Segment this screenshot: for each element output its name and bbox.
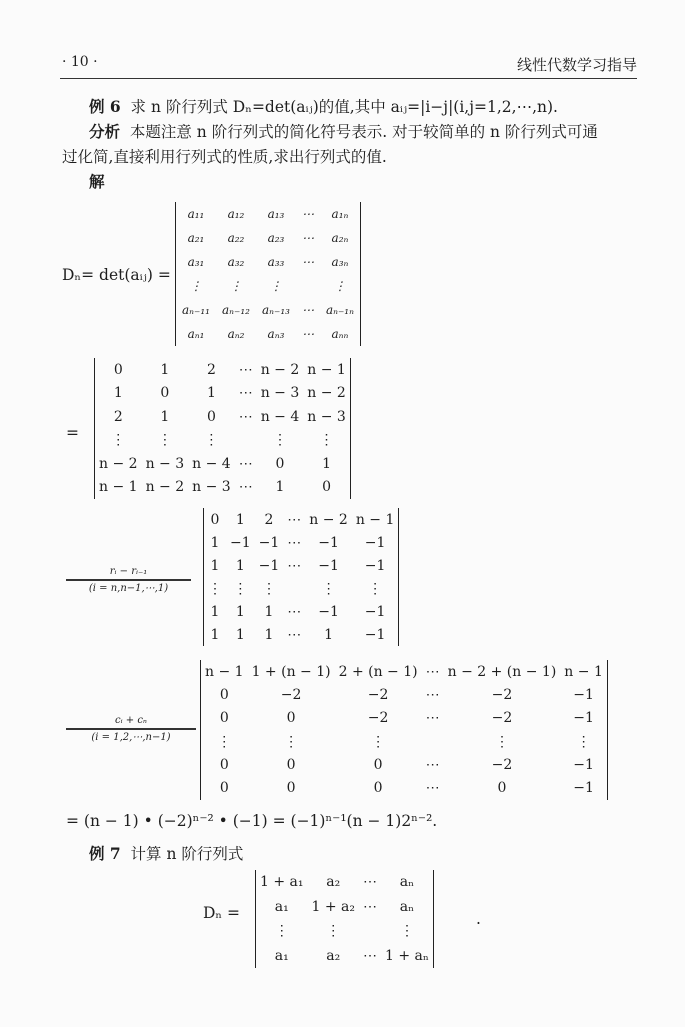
matrix-cell: −1 (364, 557, 386, 574)
matrix-cell: aₙ (399, 874, 415, 891)
matrix-cell: ⋯ (238, 361, 253, 378)
matrix-cell: 1 + (n − 1) (251, 663, 331, 680)
matrix-cell: ⋮ (333, 279, 346, 293)
matrix-cell: ⋯ (363, 874, 377, 891)
matrix-cell: a₁ (274, 898, 289, 915)
matrix-cell: a₁₃ (267, 207, 285, 221)
matrix-cell: ⋮ (157, 432, 172, 449)
matrix-cell: 0 (219, 780, 229, 797)
matrix-cell: n − 3 (260, 385, 300, 402)
matrix-cell: ⋯ (301, 303, 314, 317)
example6-text: 求 n 阶行列式 Dₙ=det(aᵢⱼ)的值,其中 aᵢⱼ=|i−j|(i,j=1,2,⋯,n). (130, 98, 558, 116)
matrix-cell: −1 (573, 756, 594, 773)
matrix-abs-difference (94, 358, 351, 499)
matrix-cell: 2 (113, 408, 123, 425)
matrix-cell (283, 577, 305, 600)
example7-period: . (476, 910, 481, 928)
matrix-cell: 1 (210, 557, 220, 574)
matrix-cell: 2 + (n − 1) (338, 663, 418, 680)
matrix-cell: ⋯ (425, 663, 440, 680)
matrix-cell: ⋮ (204, 432, 219, 449)
matrix-cell: 2 (206, 361, 216, 378)
matrix-cell: ⋯ (425, 710, 440, 727)
matrix-row (204, 531, 398, 554)
matrix-cell: aₙ₋₁₃ (261, 303, 290, 317)
matrix-cell: a₁₂ (227, 207, 245, 221)
matrix-cell: n − 2 (145, 479, 185, 496)
matrix-cell: ⋮ (189, 279, 202, 293)
matrix-cell: ⋮ (261, 580, 276, 597)
matrix-cell: ⋯ (363, 947, 377, 964)
matrix-cell: 1 (235, 557, 245, 574)
matrix-cell: n − 3 (192, 479, 231, 496)
matrix-cell: a₁ (274, 947, 289, 964)
example6-label: 例 6 (89, 97, 121, 116)
matrix-cell: ⋮ (371, 733, 386, 750)
matrix-cell: 1 (210, 534, 220, 551)
page-number: · 10 · (62, 54, 98, 70)
row-operation: rᵢ − rᵢ₋₁ (66, 566, 191, 581)
matrix-cell: ⋯ (301, 207, 314, 221)
matrix-row (201, 660, 607, 683)
matrix-cell: 0 (322, 479, 331, 496)
matrix-cell: 0 (219, 710, 229, 727)
matrix-cell: −2 (491, 686, 513, 703)
matrix-row (201, 707, 607, 730)
matrix-row (95, 382, 350, 406)
matrix-cell: ⋮ (326, 923, 341, 940)
matrix-cell: aₙ₋₁ₙ (325, 303, 354, 317)
matrix-cell: n − 1 (205, 663, 244, 680)
matrix-cell: ⋯ (425, 780, 440, 797)
matrix-cell: 1 + a₂ (311, 898, 355, 915)
matrix-cell: 1 (264, 626, 274, 643)
book-title: 线性代数学习指导 (516, 56, 637, 74)
matrix-cell: ⋮ (111, 432, 126, 449)
column-operation-label (66, 715, 196, 743)
matrix-row (204, 577, 398, 600)
matrix-cell: a₂₁ (187, 231, 205, 245)
analysis-label: 分析 (89, 122, 121, 141)
matrix-row (201, 683, 607, 706)
matrix-cell: a₃₃ (267, 255, 285, 269)
matrix-cell: ⋯ (425, 756, 440, 773)
matrix-cell (422, 730, 444, 753)
matrix-row (95, 452, 350, 476)
matrix-row (201, 730, 607, 753)
matrix-cell: 0 (160, 385, 170, 402)
matrix-cell: −1 (318, 603, 339, 620)
matrix-example7 (255, 870, 434, 968)
matrix-cell: a₂ (326, 947, 341, 964)
analysis-line-2: 过化简,直接利用行列式的性质,求出行列式的值. (62, 148, 387, 166)
matrix-cell: −1 (364, 626, 386, 643)
matrix-cell: 0 (286, 756, 296, 773)
matrix-cell: a₁ₙ (331, 207, 349, 221)
matrix-cell: ⋮ (399, 923, 414, 940)
matrix-cell: ⋯ (301, 231, 314, 245)
matrix-row (176, 274, 360, 298)
matrix-cell: −1 (573, 780, 594, 797)
matrix-cell: −1 (258, 557, 280, 574)
matrix-cell: 1 (235, 511, 245, 528)
matrix-cell: ⋮ (208, 580, 222, 597)
matrix-cell: 1 (264, 603, 274, 620)
matrix-cell: ⋯ (301, 255, 314, 269)
matrix-row (201, 753, 607, 776)
matrix-row (204, 508, 398, 531)
example7-label: 例 7 (89, 844, 121, 863)
analysis-line-1 (89, 121, 598, 143)
matrix-cell: n − 2 (99, 455, 138, 472)
matrix-cell: ⋮ (229, 279, 242, 293)
matrix-cell: 1 + a₁ (260, 874, 304, 891)
matrix-cell: n − 3 (307, 408, 346, 425)
matrix-cell: 0 (219, 756, 229, 773)
matrix-cell: 1 (275, 479, 285, 496)
matrix-cell: n − 4 (260, 408, 300, 425)
matrix-cell: −1 (318, 534, 339, 551)
solution-label: 解 (89, 172, 105, 191)
matrix-cell: ⋮ (576, 733, 591, 750)
matrix-row (204, 600, 398, 623)
matrix-cell: aₙ₂ (227, 327, 245, 341)
result-line: = (n − 1) • (−2)ⁿ⁻² • (−1) = (−1)ⁿ⁻¹(n − 1)2ⁿ⁻². (66, 812, 438, 830)
matrix-cell: 0 (373, 756, 383, 773)
matrix-cell: a₂₂ (227, 231, 245, 245)
matrix-row (176, 250, 360, 274)
matrix-cell: ⋮ (272, 432, 287, 449)
example6-statement (89, 96, 558, 118)
matrix-cell: n − 2 (260, 361, 300, 378)
matrix-cell: n − 2 (307, 385, 346, 402)
matrix-row (176, 322, 360, 346)
matrix-cell: 0 (286, 780, 296, 797)
matrix-cell: aₙ₋₁₁ (182, 303, 210, 317)
matrix-cell: 1 (206, 385, 216, 402)
matrix-cell: ⋯ (287, 511, 302, 528)
matrix-cell: −2 (491, 710, 513, 727)
matrix-cell: ⋮ (494, 733, 509, 750)
row-operation-label (66, 566, 191, 594)
matrix-cell: ⋯ (238, 408, 253, 425)
matrix-cell: −1 (318, 557, 339, 574)
matrix-cell: a₃ₙ (331, 255, 349, 269)
matrix-cell: n − 1 (99, 479, 138, 496)
matrix-cell (359, 919, 381, 944)
matrix-row (95, 476, 350, 500)
matrix-row (201, 776, 607, 799)
matrix-cell: 1 (210, 603, 220, 620)
matrix-cell: n − 2 + (n − 1) (447, 663, 557, 680)
matrix-row (95, 429, 350, 453)
matrix-cell: 0 (210, 511, 220, 528)
matrix-cell: 0 (497, 780, 507, 797)
running-header (60, 54, 637, 76)
matrix-row (176, 202, 360, 226)
matrix-cell: −1 (573, 686, 594, 703)
matrix-cell: −2 (367, 686, 389, 703)
matrix-cell: 1 (160, 408, 170, 425)
matrix-cell: ⋮ (269, 279, 282, 293)
matrix-cell: ⋯ (363, 898, 377, 915)
analysis-text-1: 本题注意 n 阶行列式的简化符号表示. 对于较简单的 n 阶行列式可通 (129, 123, 598, 141)
header-rule (60, 78, 637, 79)
matrix-general-entries (175, 202, 361, 346)
matrix-row (176, 226, 360, 250)
matrix-cell: ⋯ (238, 385, 253, 402)
matrix-cell: −1 (364, 534, 386, 551)
matrix-row (95, 358, 350, 382)
example7-lhs: Dₙ = (203, 904, 241, 922)
matrix-row (256, 944, 433, 969)
matrix-row (95, 405, 350, 429)
matrix-cell: ⋯ (287, 557, 302, 574)
matrix-cell: 1 (324, 626, 334, 643)
matrix-cell: 1 (235, 603, 245, 620)
matrix-row (204, 623, 398, 646)
matrix-cell: ⋮ (274, 923, 289, 940)
matrix-cell: ⋮ (284, 733, 299, 750)
matrix-cell: n − 2 (309, 511, 348, 528)
matrix-cell: n − 1 (307, 361, 346, 378)
matrix-cell: 0 (206, 408, 216, 425)
matrix-cell: a₂₃ (267, 231, 285, 245)
matrix-cell: 0 (373, 780, 383, 797)
matrix-cell: −1 (258, 534, 280, 551)
matrix-cell: ⋯ (425, 686, 440, 703)
matrix-cell: −1 (573, 710, 594, 727)
column-operation: cᵢ + cₙ (66, 715, 196, 730)
matrix-cell: aₙ₋₁₂ (221, 303, 250, 317)
matrix-cell: aₙ₁ (187, 327, 205, 341)
equals-sign: = (66, 424, 79, 442)
matrix-cell: 1 (160, 361, 170, 378)
matrix-cell: 0 (113, 361, 123, 378)
matrix-cell: n − 3 (145, 455, 185, 472)
matrix-cell: ⋮ (217, 733, 232, 750)
matrix-after-row-ops (203, 508, 399, 646)
matrix-cell: aₙₙ (331, 327, 349, 341)
determinant-lhs: Dₙ= det(aᵢⱼ) = (62, 266, 171, 284)
matrix-cell: −2 (491, 756, 513, 773)
matrix-row (256, 895, 433, 920)
matrix-cell: −1 (364, 603, 386, 620)
matrix-cell: aₙ (399, 898, 415, 915)
matrix-cell: 1 (210, 626, 220, 643)
matrix-cell: 1 (322, 455, 331, 472)
matrix-cell: a₃₂ (227, 255, 245, 269)
matrix-cell: n − 4 (192, 455, 231, 472)
row-operation-range: (i = n,n−1,⋯,1) (88, 583, 169, 594)
example7-text: 计算 n 阶行列式 (130, 845, 244, 863)
matrix-cell: 0 (275, 455, 285, 472)
matrix-cell: n − 1 (355, 511, 395, 528)
matrix-cell: −2 (367, 710, 389, 727)
matrix-cell: ⋯ (287, 603, 302, 620)
matrix-row (256, 870, 433, 895)
matrix-row (176, 298, 360, 322)
matrix-cell: a₃₁ (187, 255, 205, 269)
matrix-cell: 1 + aₙ (385, 947, 429, 964)
example7-statement (89, 843, 243, 865)
matrix-cell: a₂ₙ (331, 231, 349, 245)
column-operation-range: (i = 1,2,⋯,n−1) (91, 732, 171, 743)
matrix-cell: ⋯ (301, 327, 314, 341)
matrix-row (204, 554, 398, 577)
matrix-cell: 2 (264, 511, 274, 528)
matrix-cell: a₁₁ (187, 207, 205, 221)
matrix-cell: 0 (219, 686, 229, 703)
matrix-cell: ⋯ (287, 534, 302, 551)
matrix-cell: aₙ₃ (267, 327, 285, 341)
matrix-cell: ⋯ (238, 479, 253, 496)
matrix-cell: 0 (286, 710, 296, 727)
matrix-cell: ⋮ (319, 432, 334, 449)
matrix-cell: 1 (235, 626, 245, 643)
matrix-cell: ⋯ (287, 626, 302, 643)
matrix-cell (296, 274, 320, 298)
matrix-cell: −1 (230, 534, 251, 551)
matrix-cell: a₂ (326, 874, 341, 891)
matrix-after-column-ops (200, 660, 608, 800)
matrix-cell: ⋮ (233, 580, 248, 597)
matrix-cell: ⋮ (321, 580, 336, 597)
matrix-cell: 1 (113, 385, 123, 402)
matrix-cell: ⋮ (368, 580, 383, 597)
matrix-cell: n − 1 (564, 663, 603, 680)
matrix-cell (235, 429, 257, 453)
matrix-row (256, 919, 433, 944)
matrix-cell: −2 (280, 686, 302, 703)
matrix-cell: ⋯ (238, 455, 253, 472)
